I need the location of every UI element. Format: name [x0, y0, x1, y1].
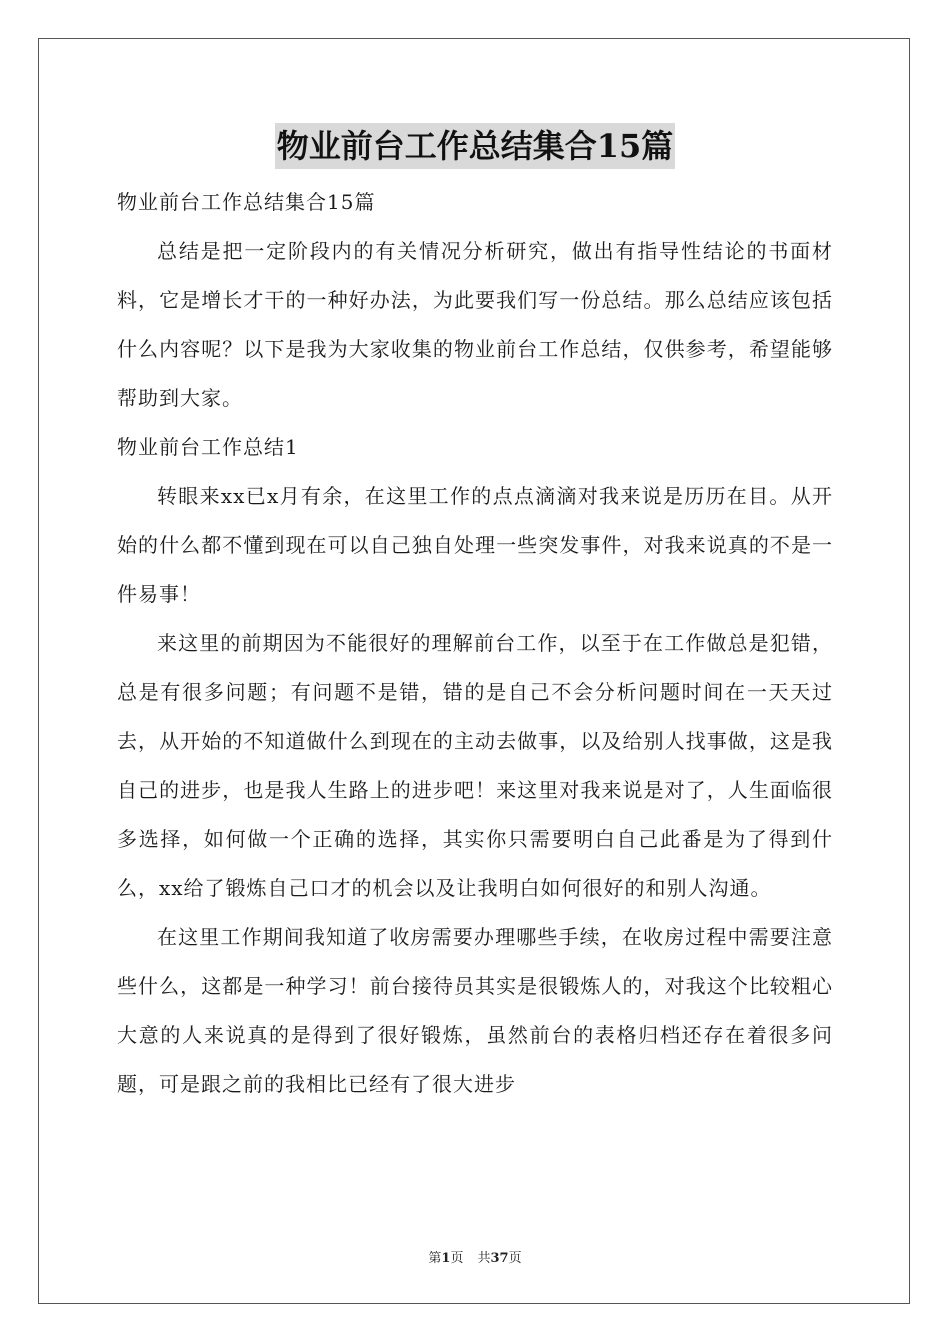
paragraph: 在这里工作期间我知道了收房需要办理哪些手续，在收房过程中需要注意些什么，这都是一种学习！前台接待员其实是很锻炼人的，对我这个比较粗心大意的人来说真的是得到了很好锻炼，虽然前台的表格归档还存在着很多问题，可是跟之前的我相比已经有了很大进步: [117, 925, 833, 1096]
footer-total-pages: 37: [490, 1251, 509, 1266]
title-container: [0, 123, 950, 169]
document-body: [117, 178, 833, 1109]
page-footer: [0, 1247, 950, 1266]
paragraph: 来这里的前期因为不能很好的理解前台工作，以至于在工作做总是犯错，总是有很多问题；有问题不是错，错的是自己不会分析问题时间在一天天过去，从开始的不知道做什么到现在的主动去做事，以及给别人找事做，这是我自己的进步，也是我人生路上的进步吧！来这里对我来说是对了，人生面临很多选择，如何做一个正确的选择，其实你只需要明白自己此番是为了得到什么，xx给了锻炼自己口才的机会以及让我明白如何很好的和别人沟通。: [117, 631, 833, 900]
paragraph: 总结是把一定阶段内的有关情况分析研究，做出有指导性结论的书面材料，它是增长才干的一种好办法，为此要我们写一份总结。那么总结应该包括什么内容呢？以下是我为大家收集的物业前台工作总结，仅供参考，希望能够帮助到大家。: [117, 239, 833, 410]
paragraph: 转眼来xx已x月有余，在这里工作的点点滴滴对我来说是历历在目。从开始的什么都不懂到现在可以自己独自处理一些突发事件，对我来说真的不是一件易事！: [117, 484, 833, 606]
footer-total-prefix: 共: [477, 1251, 491, 1266]
paragraph: 物业前台工作总结集合15篇: [117, 190, 376, 214]
document-title: 物业前台工作总结集合15篇: [275, 123, 676, 169]
footer-page-prefix: 第: [428, 1251, 442, 1266]
footer-page-number: 1: [441, 1251, 451, 1266]
paragraph: 物业前台工作总结1: [117, 435, 299, 459]
footer-total-suffix: 页: [508, 1251, 522, 1266]
footer-page-suffix: 页: [450, 1251, 464, 1266]
